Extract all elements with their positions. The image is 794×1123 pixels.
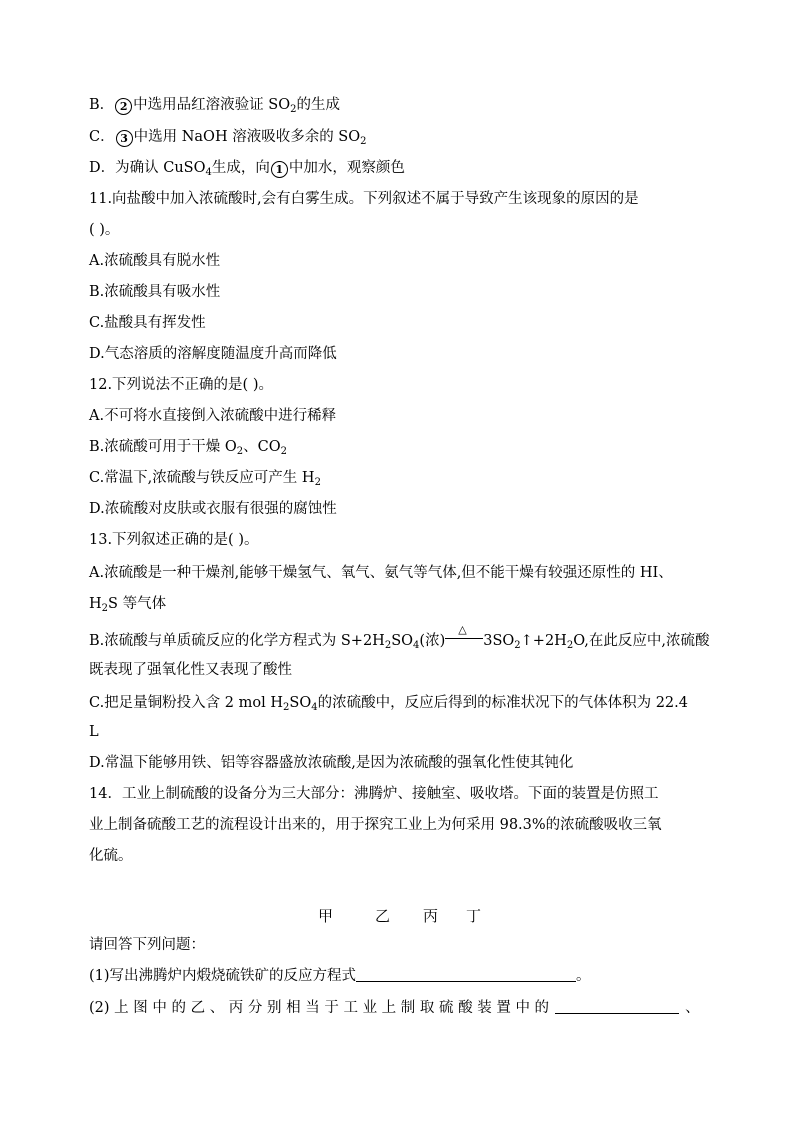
option-text: C.把足量铜粉投入含 2 mol H	[89, 695, 284, 711]
question-14-line1: 14．工业上制硫酸的设备分为三大部分：沸腾炉、接触室、吸收塔。下面的装置是仿照工	[89, 786, 659, 802]
answer-blank[interactable]	[356, 967, 576, 982]
subscript: 2	[566, 640, 574, 651]
option-text: 3SO	[483, 633, 515, 649]
option-text: (浓)	[419, 633, 446, 649]
option-text: O,在此反应中,浓硫酸	[573, 633, 710, 649]
option-b	[89, 95, 340, 115]
question-14-line3: 化硫。	[89, 848, 133, 864]
option-text: B.浓硫酸可用于干燥 O	[89, 439, 237, 455]
question-13-option-a-line2	[89, 594, 166, 614]
question-13-stem: 13.下列叙述正确的是( )。	[89, 532, 259, 548]
subscript: 4	[205, 167, 212, 178]
subscript: 4	[311, 702, 318, 713]
question-11-option-a: A.浓硫酸具有脱水性	[89, 253, 221, 269]
question-11-paren: ( )。	[89, 222, 120, 238]
subscript: 2	[384, 640, 392, 651]
option-d	[89, 158, 405, 178]
apparatus-label-jia: 甲	[318, 907, 334, 925]
option-text: SO	[289, 695, 312, 711]
subscript: 2	[283, 702, 290, 713]
question-13-option-b-line2: 既表现了强氧化性又表现了酸性	[89, 662, 292, 678]
question-14-part-2	[89, 998, 700, 1018]
subscript: 2	[101, 603, 109, 614]
option-text: 中选用品红溶液验证 SO	[133, 97, 291, 113]
question-text: 、	[685, 1000, 700, 1016]
question-11-option-d: D.气态溶质的溶解度随温度升高而降低	[89, 346, 337, 362]
option-label: C．	[89, 129, 115, 145]
option-label: B．	[89, 97, 115, 113]
option-text: C.常温下,浓硫酸与铁反应可产生 H	[89, 470, 315, 486]
circled-number-icon: 2	[115, 98, 132, 115]
question-13-option-c-line1	[89, 693, 688, 713]
question-13-option-c-line2: L	[89, 724, 99, 740]
option-text: 生成，向	[211, 160, 270, 176]
reaction-arrow	[445, 623, 483, 646]
question-12-option-d: D.浓硫酸对皮肤或衣服有很强的腐蚀性	[89, 501, 337, 517]
answer-blank[interactable]	[555, 999, 679, 1014]
question-11-option-b: B.浓硫酸具有吸水性	[89, 284, 221, 300]
subscript: 2	[360, 136, 367, 147]
option-text: B.浓硫酸与单质硫反应的化学方程式为 S+2H	[89, 633, 385, 649]
option-text: 中加水，观察颜色	[288, 160, 405, 176]
subscript: 4	[413, 640, 420, 651]
question-12-option-c	[89, 468, 321, 488]
subscript: 2	[236, 446, 244, 457]
circled-number-icon: 1	[271, 161, 288, 178]
option-text: 、CO	[243, 439, 281, 455]
option-c	[89, 127, 367, 147]
question-11-option-c: C.盐酸具有挥发性	[89, 315, 206, 331]
option-text: 中选用 NaOH 溶液吸收多余的 SO	[133, 129, 361, 145]
reaction-bar	[445, 638, 483, 639]
question-text: (2) 上 图 中 的 乙 、 丙 分 别 相 当 于 工 业 上 制 取 硫 酸 装 置 中 的	[89, 1000, 550, 1016]
heat-triangle-icon: △	[458, 623, 467, 636]
question-12-stem: 12.下列说法不正确的是( )。	[89, 377, 273, 393]
question-12-option-b	[89, 437, 287, 457]
question-14-ask: 请回答下列问题：	[89, 937, 205, 953]
circled-number-icon: 3	[116, 130, 133, 147]
question-11-stem: 11.向盐酸中加入浓硫酸时,会有白雾生成。下列叙述不属于导致产生该现象的原因的是	[89, 191, 639, 207]
question-13-option-d: D.常温下能够用铁、铝等容器盛放浓硫酸,是因为浓硫酸的强氧化性使其钝化	[89, 755, 574, 771]
apparatus-labels	[0, 905, 794, 925]
option-text: SO	[391, 633, 414, 649]
option-text: ↑+2H	[520, 633, 567, 649]
question-12-option-a: A.不可将水直接倒入浓硫酸中进行稀释	[89, 408, 337, 424]
option-text: D．为确认 CuSO	[89, 160, 206, 176]
apparatus-label-yi: 乙	[375, 907, 391, 925]
question-14-line2: 业上制备硫酸工艺的流程设计出来的，用于探究工业上为何采用 98.3%的浓硫酸吸收三氧	[89, 817, 662, 833]
subscript: 2	[514, 640, 521, 651]
question-text: 。	[576, 968, 591, 984]
option-text: 的浓硫酸中，反应后得到的标准状况下的气体体积为 22.4	[317, 695, 688, 711]
subscript: 2	[314, 477, 321, 488]
apparatus-label-bing: 丙	[423, 907, 439, 925]
apparatus-label-ding: 丁	[466, 907, 482, 925]
subscript: 2	[290, 104, 297, 115]
question-13-option-a-line1: A.浓硫酸是一种干燥剂,能够干燥氢气、氧气、氨气等气体,但不能干燥有较强还原性的 HI、	[89, 565, 673, 581]
option-text: S 等气体	[108, 596, 167, 612]
question-14-part-1	[89, 966, 591, 986]
subscript: 2	[280, 446, 287, 457]
question-13-option-b-line1	[89, 623, 710, 651]
option-text: 的生成	[296, 97, 340, 113]
option-text: H	[89, 596, 102, 612]
question-text: (1)写出沸腾炉内煅烧硫铁矿的反应方程式	[89, 968, 357, 984]
